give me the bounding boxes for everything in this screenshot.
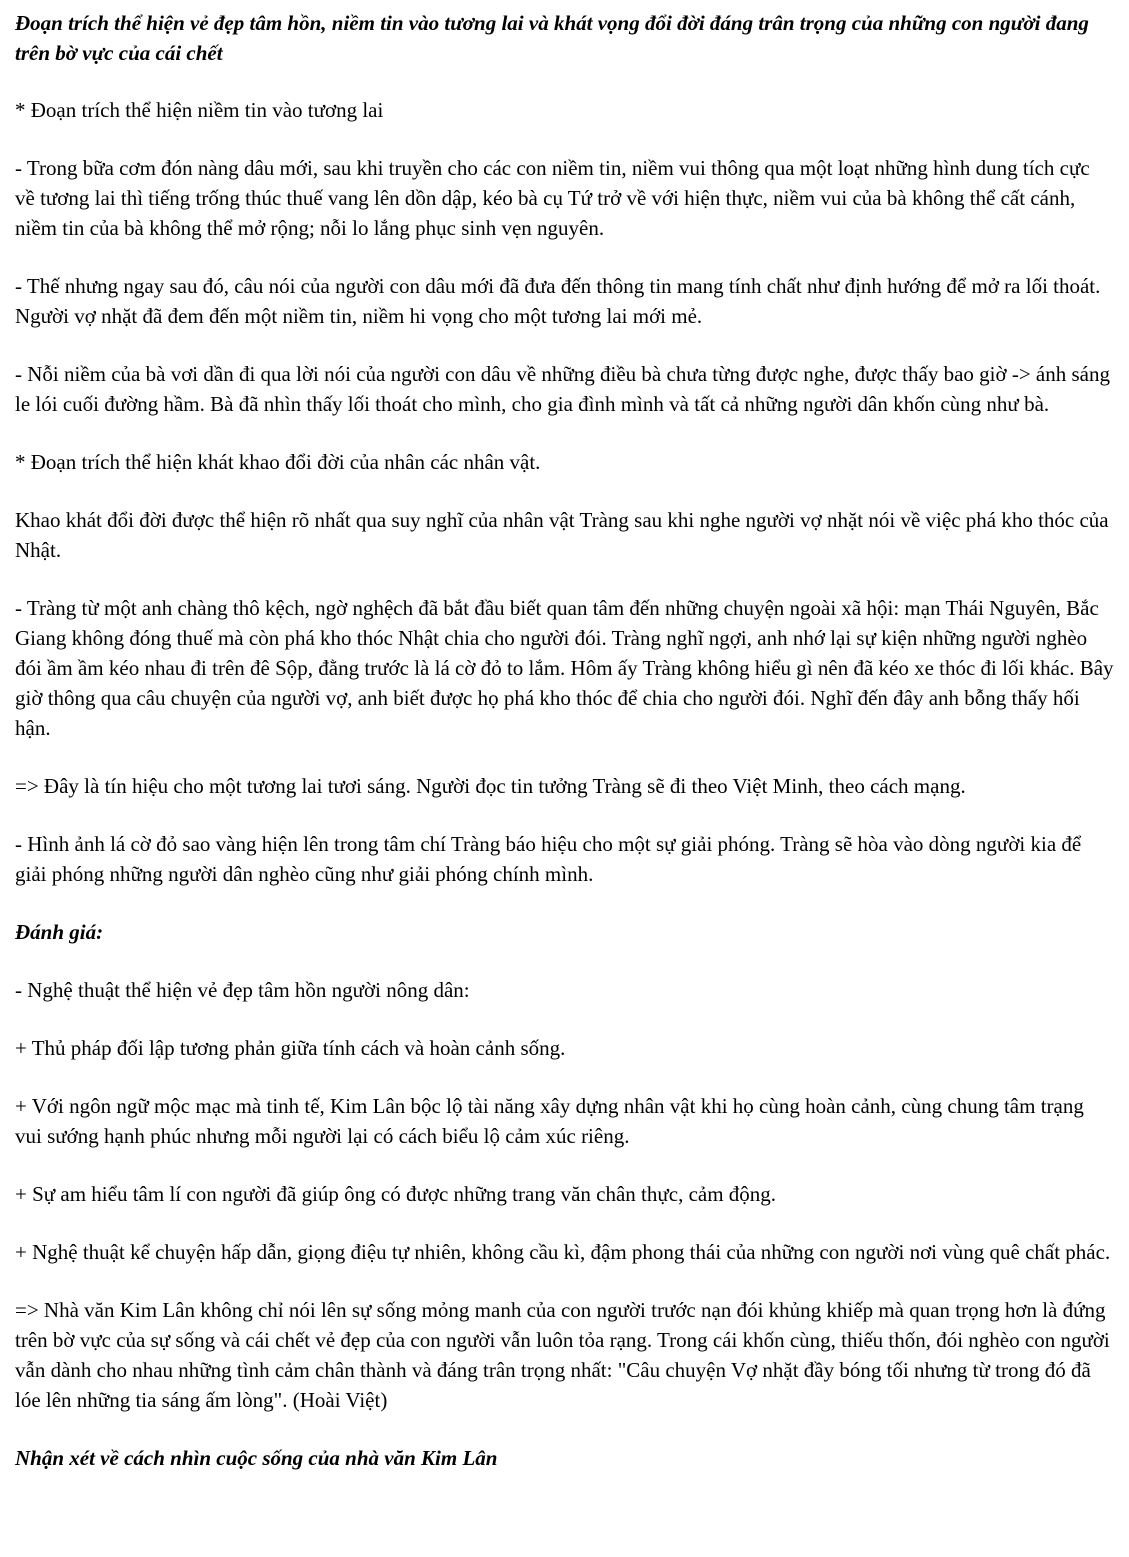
paragraph: * Đoạn trích thể hiện niềm tin vào tương lai bbox=[15, 98, 384, 122]
paragraph: - Hình ảnh lá cờ đỏ sao vàng hiện lên trong tâm chí Tràng báo hiệu cho một sự giải phóng. Tràng sẽ hòa vào dòng người kia để giải phóng những người dân nghèo cũng như giải phóng chính mình. bbox=[15, 832, 1082, 886]
paragraph: + Nghệ thuật kể chuyện hấp dẫn, giọng điệu tự nhiên, không cầu kì, đậm phong thái của những con người nơi vùng quê chất phác. bbox=[15, 1240, 1111, 1264]
paragraph: - Nghệ thuật thể hiện vẻ đẹp tâm hồn người nông dân: bbox=[15, 978, 470, 1002]
paragraph: * Đoạn trích thể hiện khát khao đổi đời của nhân các nhân vật. bbox=[15, 450, 541, 474]
paragraph: + Thủ pháp đối lập tương phản giữa tính cách và hoàn cảnh sống. bbox=[15, 1036, 566, 1060]
section-heading-outlook-on-life: Nhận xét về cách nhìn cuộc sống của nhà văn Kim Lân bbox=[15, 1446, 498, 1470]
paragraph: - Trong bữa cơm đón nàng dâu mới, sau khi truyền cho các con niềm tin, niềm vui thông qua một loạt những hình dung tích cực về tương lai thì tiếng trống thúc thuế vang lên dồn dập, kéo bà cụ Tứ trở về với hiện thực, niềm vui của bà không thể cất cánh, niềm tin của bà không thể mở rộng; nỗi lo lắng phục sinh vẹn nguyên. bbox=[15, 156, 1090, 240]
paragraph: - Nỗi niềm của bà vơi dần đi qua lời nói của người con dâu về những điều bà chưa từng được nghe, được thấy bao giờ -> ánh sáng le lói cuối đường hầm. Bà đã nhìn thấy lối thoát cho mình, cho gia đình mình và tất cả những người dân khốn cùng như bà. bbox=[15, 362, 1110, 416]
section-heading-beauty-of-soul: Đoạn trích thể hiện vẻ đẹp tâm hồn, niềm tin vào tương lai và khát vọng đổi đời đáng trân trọng của những con người đang trên bờ vực của cái chết bbox=[15, 11, 1089, 65]
section-heading-evaluation: Đánh giá: bbox=[15, 920, 104, 944]
paragraph: + Với ngôn ngữ mộc mạc mà tinh tế, Kim Lân bộc lộ tài năng xây dựng nhân vật khi họ cùng hoàn cảnh, cùng chung tâm trạng vui sướng hạnh phúc nhưng mỗi người lại có cách biểu lộ cảm xúc riêng. bbox=[15, 1094, 1084, 1148]
paragraph: - Thế nhưng ngay sau đó, câu nói của người con dâu mới đã đưa đến thông tin mang tính chất như định hướng để mở ra lối thoát. Người vợ nhặt đã đem đến một niềm tin, niềm hi vọng cho một tương lai mới mẻ. bbox=[15, 274, 1101, 328]
paragraph: + Sự am hiểu tâm lí con người đã giúp ông có được những trang văn chân thực, cảm động. bbox=[15, 1182, 777, 1206]
paragraph: => Đây là tín hiệu cho một tương lai tươi sáng. Người đọc tin tưởng Tràng sẽ đi theo Việt Minh, theo cách mạng. bbox=[15, 774, 966, 798]
paragraph: Khao khát đổi đời được thể hiện rõ nhất qua suy nghĩ của nhân vật Tràng sau khi nghe người vợ nhặt nói về việc phá kho thóc của Nhật. bbox=[15, 508, 1109, 562]
paragraph: - Tràng từ một anh chàng thô kệch, ngờ nghệch đã bắt đầu biết quan tâm đến những chuyện ngoài xã hội: mạn Thái Nguyên, Bắc Giang không đóng thuế mà còn phá kho thóc Nhật chia cho người đói. Tràng nghĩ ngợi, anh nhớ lại sự kiện những người nghèo đói ầm ầm kéo nhau đi trên đê Sộp, đằng trước là lá cờ đỏ to lắm. Hôm ấy Tràng không hiểu gì nên đã kéo xe thóc đi lối khác. Bây giờ thông qua câu chuyện của người vợ, anh biết được họ phá kho thóc để chia cho người đói. Nghĩ đến đây anh bỗng thấy hối hận. bbox=[15, 596, 1114, 740]
paragraph: => Nhà văn Kim Lân không chỉ nói lên sự sống mỏng manh của con người trước nạn đói khủng khiếp mà quan trọng hơn là đứng trên bờ vực của sự sống và cái chết vẻ đẹp của con người vẫn luôn tỏa rạng. Trong cái khốn cùng, thiếu thốn, đói nghèo con người vẫn dành cho nhau những tình cảm chân thành và đáng trân trọng nhất: "Câu chuyện Vợ nhặt đầy bóng tối nhưng từ trong đó đã lóe lên những tia sáng ấm lòng". (Hoài Việt) bbox=[15, 1298, 1110, 1412]
